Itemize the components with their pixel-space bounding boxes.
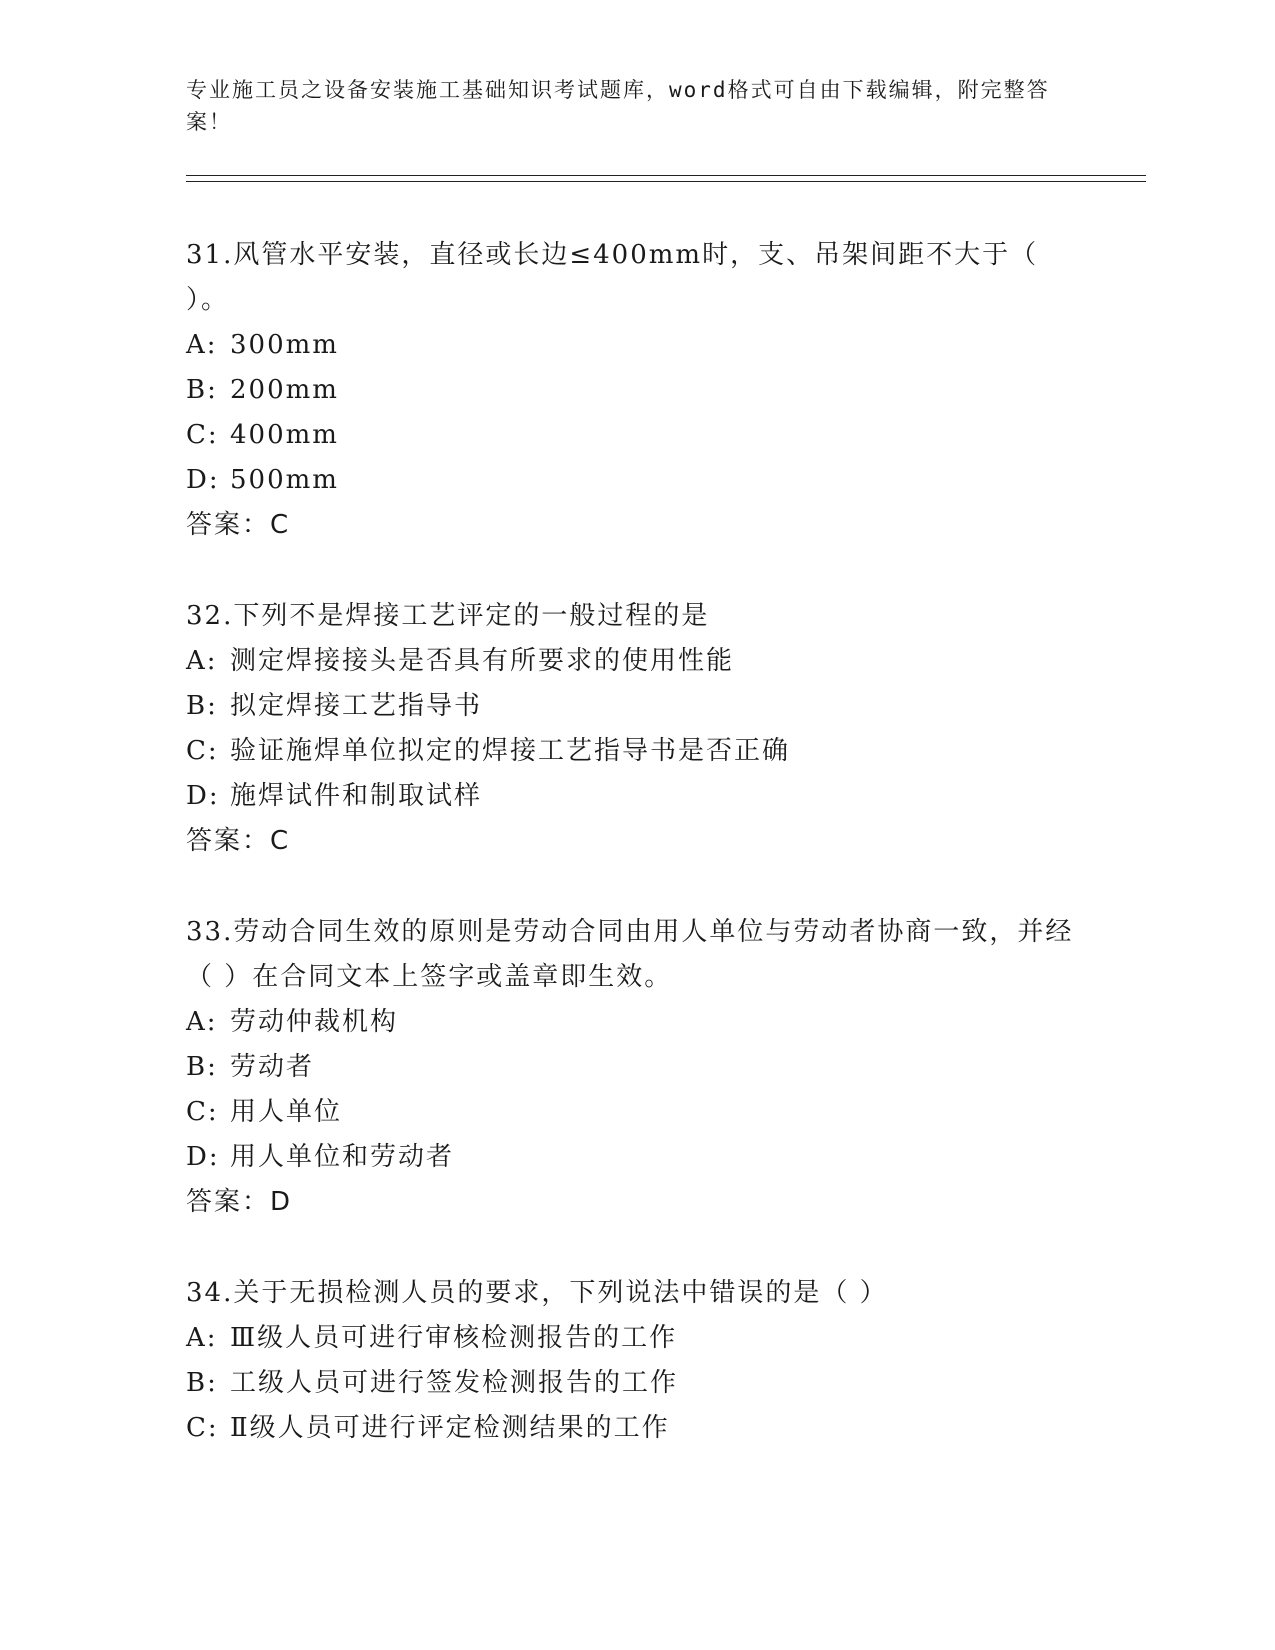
question-34: [186, 1271, 1086, 1451]
option-d: [186, 1135, 1086, 1180]
option-text: Ⅲ级人员可进行审核检测报告的工作: [230, 1323, 678, 1353]
question-text: 32.下列不是焊接工艺评定的一般过程的是: [186, 601, 710, 631]
option-key: A:: [186, 330, 218, 360]
option-key: A:: [186, 646, 218, 676]
option-key: D:: [186, 1142, 220, 1172]
option-a: [186, 639, 1086, 684]
option-text: 拟定焊接工艺指导书: [230, 691, 483, 721]
option-key: C:: [186, 736, 219, 766]
option-b: [186, 684, 1086, 729]
option-text: 劳动仲裁机构: [230, 1007, 399, 1037]
option-text: 用人单位和劳动者: [230, 1142, 455, 1172]
option-a: [186, 1000, 1086, 1045]
option-c: [186, 1406, 1086, 1451]
option-key: C:: [186, 420, 219, 450]
option-d: [186, 458, 1086, 503]
answer: 答案：C: [186, 510, 291, 540]
option-key: B:: [186, 691, 218, 721]
option-c: [186, 413, 1086, 458]
option-key: A:: [186, 1007, 218, 1037]
header-divider-bottom: [186, 181, 1146, 182]
option-key: D:: [186, 465, 220, 495]
option-key: B:: [186, 1368, 218, 1398]
header-divider-top: [186, 175, 1146, 176]
option-key: B:: [186, 375, 218, 405]
document-header: 专业施工员之设备安装施工基础知识考试题库，word格式可自由下载编辑，附完整答案！: [186, 78, 1050, 134]
option-text: 300mm: [230, 330, 339, 360]
option-text: 工级人员可进行签发检测报告的工作: [230, 1368, 679, 1398]
answer: 答案：C: [186, 826, 291, 856]
question-text: 34.关于无损检测人员的要求，下列说法中错误的是（ ）: [186, 1278, 888, 1308]
option-text: 用人单位: [230, 1097, 343, 1127]
option-c: [186, 1090, 1086, 1135]
option-text: 测定焊接接头是否具有所要求的使用性能: [230, 646, 735, 676]
option-c: [186, 729, 1086, 774]
option-text: 500mm: [230, 465, 339, 495]
question-33: [186, 910, 1086, 1225]
option-a: [186, 323, 1086, 368]
answer: 答案：D: [186, 1187, 293, 1217]
option-text: 劳动者: [230, 1052, 315, 1082]
option-key: B:: [186, 1052, 218, 1082]
option-key: D:: [186, 781, 220, 811]
option-d: [186, 774, 1086, 819]
option-text: 验证施焊单位拟定的焊接工艺指导书是否正确: [230, 736, 791, 766]
option-b: [186, 368, 1086, 413]
option-text: 400mm: [230, 420, 339, 450]
option-text: 200mm: [230, 375, 339, 405]
option-text: Ⅱ级人员可进行评定检测结果的工作: [230, 1413, 670, 1443]
option-key: C:: [186, 1413, 219, 1443]
question-32: [186, 594, 1086, 864]
option-b: [186, 1361, 1086, 1406]
question-31: [186, 233, 1086, 548]
option-a: [186, 1316, 1086, 1361]
option-b: [186, 1045, 1086, 1090]
option-text: 施焊试件和制取试样: [230, 781, 483, 811]
question-text: 33.劳动合同生效的原则是劳动合同由用人单位与劳动者协商一致，并经（ ）在合同文本上签字或盖章即生效。: [186, 917, 1074, 992]
option-key: C:: [186, 1097, 219, 1127]
option-key: A:: [186, 1323, 218, 1353]
question-text: 31.风管水平安装，直径或长边≤400mm时，支、吊架间距不大于（ ）。: [186, 240, 1039, 315]
